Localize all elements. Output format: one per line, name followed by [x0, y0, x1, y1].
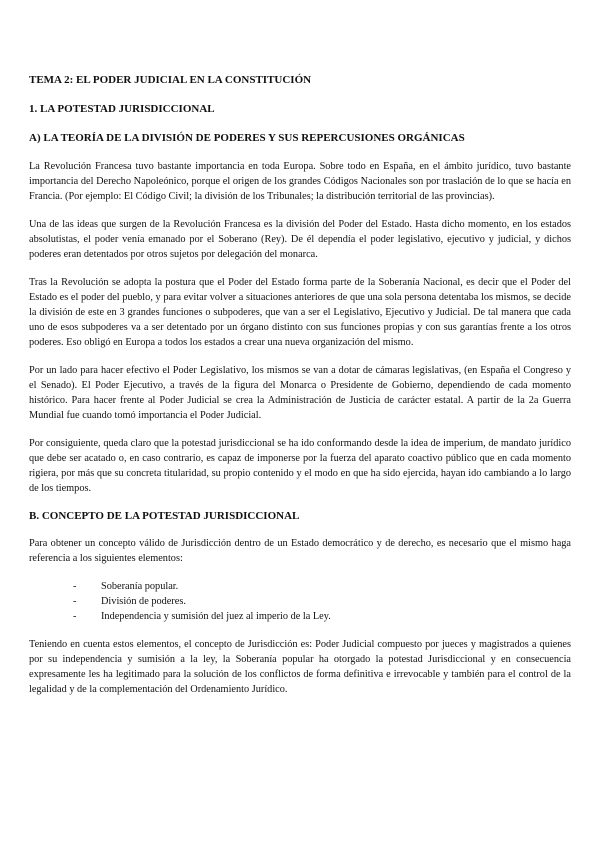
paragraph: Tras la Revolución se adopta la postura que el Poder del Estado forma parte de la Soberanía Nacional, es decir que el Poder del Estado es el poder del pueblo, y para evitar volver a situaciones anteriores de que una sola persona detentaba los mismos, se decide la división de este en 3 grandes funciones o subpoderes, que van a ser el Legislativo, Ejecutivo y Judicial. De tal manera que cada uno de esos subpoderes va a ser detentado por un órgano distinto con sus funciones propias y con sus garantías frente a los otros poderes. Eso obligó en Europa a todos los estados a crear una nueva organización del mismo.: [29, 277, 571, 348]
list-dash: -: [73, 581, 77, 592]
list-item-text: División de poderes.: [101, 596, 186, 607]
section-1-heading: 1. LA POTESTAD JURISDICCIONAL: [29, 103, 215, 115]
list-dash: -: [73, 596, 77, 607]
paragraph: Una de las ideas que surgen de la Revolución Francesa es la división del Poder del Estado. Hasta dicho momento, en los estados absolutistas, el poder venía emanado por el Soberano (Rey). De él dependía el poder legislativo, ejecutivo y judicial, y dichos poderes eran detentados por otros sujetos por delegación del monarca.: [29, 219, 571, 260]
section-a-heading: A) LA TEORÍA DE LA DIVISIÓN DE PODERES Y SUS REPERCUSIONES ORGÁNICAS: [29, 132, 465, 144]
list-item: [73, 609, 571, 624]
paragraph: Teniendo en cuenta estos elementos, el concepto de Jurisdicción es: Poder Judicial compuesto por jueces y magistrados a quienes por su independencia y sumisión a la ley, la Soberanía popular ha otorgado la potestad Jurisdiccional y en consecuencia expresamente les ha legitimado para la solución de los conflictos de forma definitiva e irrevocable y también para el control de la legalidad y de la complementación del Ordenamiento Jurídico.: [29, 639, 571, 695]
paragraph: Para obtener un concepto válido de Jurisdicción dentro de un Estado democrático y de derecho, es necesario que el mismo haga referencia a los siguientes elementos:: [29, 538, 571, 564]
paragraph: Por consiguiente, queda claro que la potestad jurisdiccional se ha ido conformando desde la idea de imperium, de mandato jurídico que debe ser acatado o, en caso contrario, es capaz de imponerse por la fuerza del aparato coactivo público que en cada momento rigiera, por más que su concreta titularidad, su propio contenido y el modo en que ha sido ejercida, hayan ido cambiando a lo largo de los tiempos.: [29, 438, 571, 494]
list-item-text: Independencia y sumisión del juez al imperio de la Ley.: [101, 611, 331, 622]
elements-list: [29, 579, 571, 624]
list-item: [73, 579, 571, 594]
list-dash: -: [73, 611, 77, 622]
list-item: [73, 594, 571, 609]
list-item-text: Soberanía popular.: [101, 581, 179, 592]
section-b-heading: B. CONCEPTO DE LA POTESTAD JURISDICCIONAL: [29, 510, 300, 522]
paragraph: Por un lado para hacer efectivo el Poder Legislativo, los mismos se van a dotar de cámaras legislativas, (en España el Congreso y el Senado). El Poder Ejecutivo, a través de la figura del Monarca o Presidente de Gobierno, dependiendo de cada momento histórico. Para hacer frente al Poder Judicial se crea la Administración de Justicia de carácter estatal. A partir de la 2a Guerra Mundial fue cuando tomó importancia el Poder Judicial.: [29, 365, 571, 421]
paragraph: La Revolución Francesa tuvo bastante importancia en toda Europa. Sobre todo en España, en el ámbito jurídico, tuvo bastante importancia del Derecho Napoleónico, porque el origen de los grandes Códigos Nacionales son por traslación de lo que se hacía en Francia. (Por ejemplo: El Código Civil; la división de los Tribunales; la distribución territorial de las provincias).: [29, 161, 571, 202]
document-title: TEMA 2: EL PODER JUDICIAL EN LA CONSTITUCIÓN: [29, 74, 312, 86]
